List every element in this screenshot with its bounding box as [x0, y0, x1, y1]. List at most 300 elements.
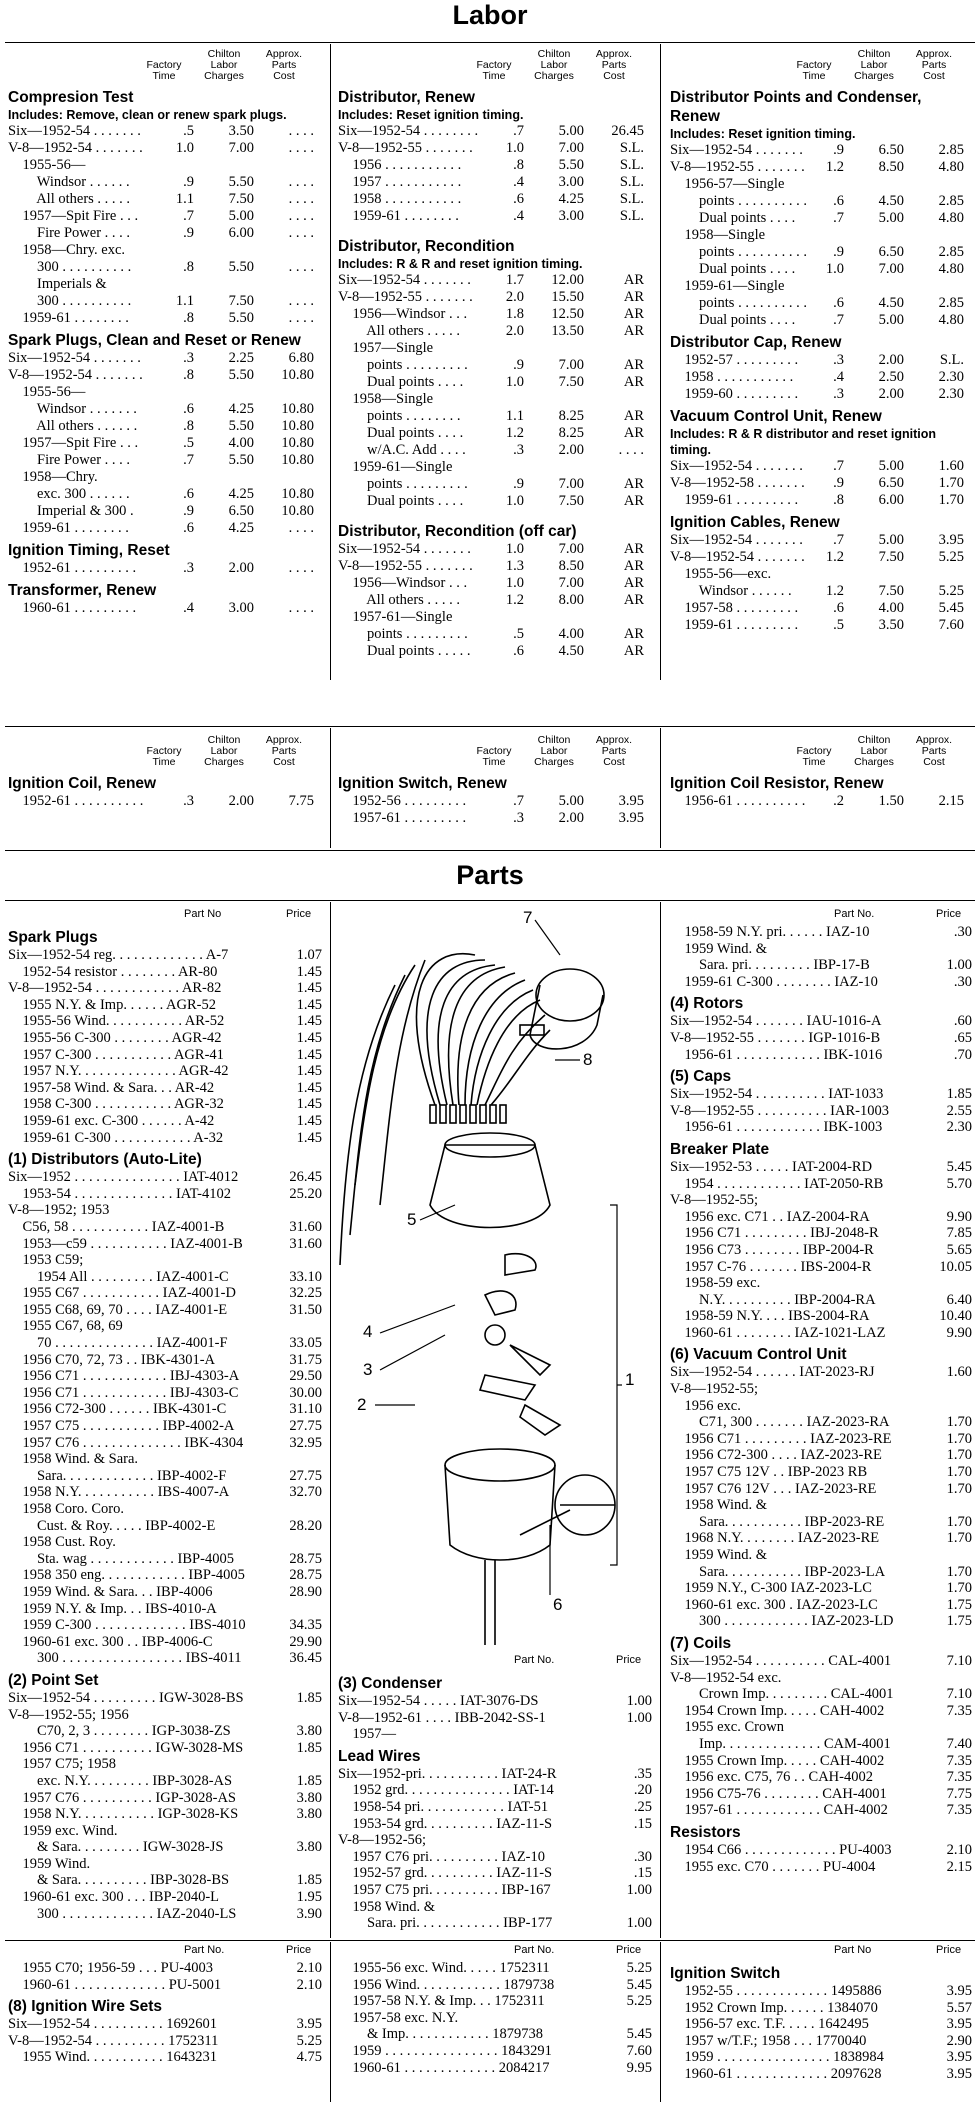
row-value-a: .6	[833, 600, 844, 616]
row-label: 300 . . . . . . . . . .	[8, 293, 132, 309]
parts-row	[338, 1882, 654, 1899]
part-label: 1956 Wind. . . . . . . . . . . . 1879738	[338, 1976, 555, 1993]
row-label: 1952-57 . . . . . . . . .	[670, 352, 799, 368]
section-heading: (2) Point Set	[8, 1671, 99, 1689]
row-value-c: 2.85	[938, 244, 964, 260]
row-value-b: 6.50	[878, 244, 904, 260]
row-value-b: 7.00	[558, 140, 584, 156]
parts-banner: Parts	[456, 860, 524, 890]
part-label: 1957 C76 . . . . . . . . . . IGP-3028-AS	[8, 1789, 236, 1806]
section-heading: Spark Plugs, Clean and Reset or Renew	[8, 332, 301, 349]
parts-row	[8, 1169, 324, 1186]
labor-row	[670, 566, 974, 583]
parts-row	[8, 1352, 324, 1369]
header-factory: Factory Time	[146, 745, 182, 768]
header-part-no: Part No.	[514, 1944, 555, 1956]
part-label: 1956 exc.	[670, 1397, 741, 1414]
row-value-c: AR	[623, 541, 644, 557]
parts-row	[8, 1285, 324, 1302]
part-price: .65	[953, 1029, 972, 1046]
divider	[660, 728, 661, 848]
part-label: 1958-59 N.Y. pri. . . . . . IAZ-10	[670, 924, 870, 940]
parts-row	[338, 1799, 654, 1816]
row-label: 1959-61 . . . . . . . . .	[670, 617, 799, 633]
row-value-b: 4.00	[228, 435, 254, 451]
header-approx: Approx. Parts Cost	[595, 48, 633, 82]
row-value-a: .3	[833, 352, 844, 368]
parts-row	[670, 1802, 974, 1819]
row-value-b: 4.50	[558, 643, 584, 659]
part-label: 1959-61 C-300 . . . . . . . . . . . A-32	[8, 1129, 224, 1146]
row-value-a: .3	[183, 350, 194, 366]
row-value-a: .9	[513, 476, 524, 492]
part-price: 3.95	[946, 2016, 972, 2033]
row-value-a: 1.1	[505, 408, 524, 424]
row-value-b: 5.00	[558, 123, 584, 139]
part-label: 1960-61 . . . . . . . . . . . . . PU-5001	[8, 1976, 222, 1993]
row-value-b: 5.00	[878, 532, 904, 548]
parts-row	[8, 1889, 324, 1906]
row-value-b: 4.25	[228, 520, 254, 536]
row-value-b: 8.00	[558, 592, 584, 608]
part-label: 1956 C72-300 . . . . IAZ-2023-RE	[670, 1447, 882, 1464]
row-value-c: 10.80	[281, 435, 314, 451]
part-price: 1.45	[296, 1112, 322, 1129]
parts-row	[670, 1292, 974, 1309]
labor-row	[8, 452, 324, 469]
row-label: Dual points . . . .	[338, 493, 464, 509]
labor-row	[338, 493, 654, 510]
labor-row	[670, 142, 974, 159]
part-label: 1958-54 pri. . . . . . . . . . . . IAT-51	[338, 1798, 549, 1815]
part-price: 1.60	[946, 1364, 972, 1381]
parts-row	[338, 1832, 654, 1849]
part-price: 3.80	[296, 1839, 322, 1856]
part-label: Sta. wag . . . . . . . . . . . . IBP-4005	[8, 1550, 234, 1567]
row-value-b: 5.50	[228, 310, 254, 326]
labor-row	[670, 369, 974, 386]
part-label: 1959 exc. Wind.	[8, 1822, 118, 1839]
parts-row	[8, 964, 324, 981]
part-label: 1957 C75; 1958	[8, 1756, 116, 1773]
row-value-c: AR	[623, 558, 644, 574]
labor-row	[8, 401, 324, 418]
diagram-label: 8	[583, 1050, 593, 1069]
labor-banner: Labor	[452, 0, 528, 30]
row-label: 1956-57—Single	[670, 176, 785, 192]
row-label: Fire Power . . . .	[8, 452, 131, 468]
row-label: 1952-56 . . . . . . . . .	[338, 793, 467, 809]
part-label: 300 . . . . . . . . . . . . . IAZ-2040-LS	[8, 1905, 237, 1922]
labor-row	[670, 352, 974, 369]
header-chilton: Chilton Labor Charges	[204, 48, 244, 82]
parts-row	[670, 1842, 974, 1859]
row-label: 1957—Single	[338, 340, 434, 356]
labor-row	[338, 374, 654, 391]
labor-row	[338, 609, 654, 626]
part-label: V-8—1952-54 . . . . . . . . . . 1752311	[8, 2032, 219, 2049]
column-header	[8, 44, 324, 84]
row-value-c: . . . .	[288, 560, 314, 576]
parts-row	[338, 1849, 654, 1866]
part-label: 1956 C71 . . . . . . . . . . . . IBJ-4303-C	[8, 1384, 239, 1401]
parts-row	[670, 1381, 974, 1398]
parts-row	[670, 1013, 974, 1030]
section-heading: (1) Distributors (Auto-Lite)	[8, 1151, 202, 1169]
parts-row	[338, 2060, 654, 2077]
part-price: 3.95	[296, 2016, 322, 2033]
part-price: 1.07	[296, 947, 322, 963]
parts-column-1	[8, 906, 324, 1922]
part-label: 1955 C70; 1956-59 . . . PU-4003	[8, 1960, 214, 1976]
row-value-b: 4.25	[228, 486, 254, 502]
part-label: 1960-61 . . . . . . . . . . . . . 2084217	[338, 2059, 550, 2076]
parts-row	[670, 1653, 974, 1670]
part-price: 1.45	[296, 1029, 322, 1046]
header-factory: Factory Time	[796, 745, 832, 768]
row-value-b: 4.00	[558, 626, 584, 642]
row-value-b: 8.50	[558, 558, 584, 574]
parts-row	[670, 1859, 974, 1876]
section-note: Includes: Reset ignition timing.	[338, 108, 524, 122]
row-value-c: 5.25	[938, 583, 964, 599]
part-price: .70	[953, 1046, 972, 1063]
parts-row	[670, 1259, 974, 1276]
row-value-a: 1.0	[175, 140, 194, 156]
parts-header	[8, 906, 324, 924]
row-label: Fire Power . . . .	[8, 225, 131, 241]
row-value-c: 10.80	[281, 452, 314, 468]
part-price: 2.15	[946, 1858, 972, 1875]
row-label: 1957—Spit Fire . . .	[8, 208, 139, 224]
labor-row	[338, 626, 654, 643]
part-price: 3.95	[946, 2065, 972, 2082]
row-value-c: 4.80	[938, 159, 964, 175]
row-label: exc. 300 . . . . . .	[8, 486, 130, 502]
part-price: 5.25	[626, 1993, 652, 2010]
part-label: 1958 350 eng. . . . . . . . . . . . IBP-4005	[8, 1567, 245, 1584]
row-value-a: .7	[833, 458, 844, 474]
labor-row	[8, 350, 324, 367]
parts-header	[338, 1652, 654, 1670]
part-price: 3.90	[296, 1905, 322, 1922]
parts-row	[670, 1613, 974, 1630]
row-value-b: 5.50	[228, 418, 254, 434]
labor-row	[670, 295, 974, 312]
row-label: points . . . . . . . . . .	[670, 193, 807, 209]
parts-row	[670, 1547, 974, 1564]
parts-row	[8, 1773, 324, 1790]
part-price: 31.75	[289, 1351, 322, 1368]
section-note: Includes: Remove, clean or renew spark plugs.	[8, 108, 287, 122]
part-label: 1959 Wind.	[8, 1855, 91, 1872]
row-value-b: 7.50	[878, 549, 904, 565]
part-label: N.Y. . . . . . . . . . IBP-2004-RA	[670, 1291, 876, 1308]
parts-row	[670, 1398, 974, 1415]
part-price: .25	[633, 1798, 652, 1815]
row-value-b: 8.25	[558, 425, 584, 441]
parts-row	[8, 1236, 324, 1253]
parts-row	[8, 997, 324, 1014]
parts-row	[8, 1806, 324, 1823]
labor-row	[338, 643, 654, 660]
row-value-b: 7.00	[878, 261, 904, 277]
parts-row	[670, 924, 974, 941]
row-value-c: 3.95	[938, 532, 964, 548]
labor-row	[8, 174, 324, 191]
parts-row	[8, 1551, 324, 1568]
parts-row	[338, 2043, 654, 2060]
labor-row	[670, 312, 974, 329]
labor-row	[338, 289, 654, 306]
row-value-c: S.L.	[619, 174, 644, 190]
row-value-a: .7	[183, 452, 194, 468]
column-header	[670, 730, 974, 770]
part-label: Imp. . . . . . . . . . . . . . CAM-4001	[670, 1735, 891, 1752]
part-price: 1.70	[946, 1530, 972, 1547]
parts-row	[338, 1993, 654, 2010]
labor-row	[8, 793, 324, 810]
row-label: V-8—1952-55 . . . . . . .	[338, 140, 473, 156]
part-price: 5.57	[946, 1999, 972, 2016]
part-label: & Sara. . . . . . . . . . IBP-3028-BS	[8, 1872, 230, 1889]
part-price: 2.10	[296, 1960, 322, 1976]
row-value-c: . . . .	[618, 442, 644, 458]
header-price: Price	[616, 1654, 642, 1666]
part-price: 3.95	[946, 2049, 972, 2066]
parts-row	[8, 1030, 324, 1047]
row-value-c: AR	[623, 476, 644, 492]
parts-row	[670, 1447, 974, 1464]
part-price: 1.70	[946, 1563, 972, 1580]
parts-row	[670, 1736, 974, 1753]
section-heading: Distributor, Recondition	[338, 238, 515, 255]
row-value-c: . . . .	[288, 520, 314, 536]
part-label: C71, 300 . . . . . . . IAZ-2023-RA	[670, 1414, 890, 1431]
row-value-a: .2	[833, 793, 844, 809]
parts-row	[670, 941, 974, 958]
row-label: 1957—Spit Fire . . .	[8, 435, 139, 451]
part-label: 1958 C-300 . . . . . . . . . . . AGR-32	[8, 1096, 224, 1113]
labor-row	[8, 367, 324, 384]
parts-row	[338, 1693, 654, 1710]
row-label: points . . . . . . . . .	[338, 626, 468, 642]
part-label: 1954 Crown Imp. . . . . CAH-4002	[670, 1702, 885, 1719]
part-label: Six—1952 . . . . . . . . . . . . . . . IAT-4012	[8, 1169, 239, 1186]
part-price: 3.80	[296, 1806, 322, 1823]
parts-row	[338, 1816, 654, 1833]
part-label: 1958 Coro. Coro.	[8, 1501, 124, 1517]
section-heading: Ignition Switch, Renew	[338, 775, 507, 792]
row-label: Dual points . . . .	[670, 210, 796, 226]
divider	[330, 728, 331, 848]
diagram-label: 3	[363, 1360, 373, 1379]
row-label: Windsor . . . . . . .	[8, 401, 137, 417]
part-price: 5.45	[946, 1158, 972, 1175]
parts-row	[338, 1726, 654, 1743]
row-value-c: 10.80	[281, 503, 314, 519]
parts-row	[8, 2049, 324, 2066]
part-label: V-8—1952-55; 1956	[8, 1706, 129, 1723]
diagram-label: 7	[523, 908, 533, 927]
part-label: 70 . . . . . . . . . . . . . . IAZ-4001-F	[8, 1335, 228, 1352]
row-value-b: 5.00	[878, 312, 904, 328]
part-price: 1.45	[296, 963, 322, 980]
parts-row	[8, 1113, 324, 1130]
part-label: 1960-61 exc. 300 . . . IBP-2040-L	[8, 1889, 220, 1906]
divider	[330, 902, 331, 1938]
part-label: 1956 C70, 72, 73 . . IBK-4301-A	[8, 1351, 216, 1368]
part-label: V-8—1952-54 . . . . . . . . . . . . AR-82	[8, 980, 222, 997]
row-value-b: 7.50	[228, 293, 254, 309]
part-price: 25.20	[289, 1185, 322, 1202]
parts-row	[670, 2000, 974, 2017]
labor-row	[670, 227, 974, 244]
row-value-b: 2.00	[878, 352, 904, 368]
row-value-b: 7.50	[558, 493, 584, 509]
parts-row	[670, 2016, 974, 2033]
spacer	[338, 510, 654, 518]
labor-row	[670, 386, 974, 403]
part-price: 1.00	[626, 1693, 652, 1709]
part-label: 1955 exc. Crown	[670, 1719, 784, 1736]
parts-row	[670, 1597, 974, 1614]
row-value-c: AR	[623, 493, 644, 509]
header-factory: Factory Time	[476, 59, 512, 82]
parts-row	[8, 980, 324, 997]
labor-mid-column-3	[670, 730, 974, 810]
section-heading: Transformer, Renew	[8, 582, 157, 599]
header-part-no: Part No.	[834, 908, 875, 920]
labor-row	[338, 476, 654, 493]
labor-row	[670, 600, 974, 617]
parts-bottom-rule	[5, 1940, 975, 1941]
row-value-b: 5.50	[558, 157, 584, 173]
parts-header	[338, 1942, 654, 1960]
row-label: points . . . . . . . .	[338, 408, 461, 424]
part-price: 1.70	[946, 1414, 972, 1431]
parts-row	[8, 1302, 324, 1319]
row-value-b: 5.00	[878, 210, 904, 226]
row-label: points . . . . . . . . .	[338, 357, 468, 373]
parts-row	[670, 1983, 974, 2000]
part-price: 4.75	[296, 2049, 322, 2066]
section-heading: (7) Coils	[670, 1634, 732, 1652]
part-price: 7.10	[946, 1686, 972, 1703]
row-label: 1958—Single	[338, 391, 434, 407]
row-value-b: 2.00	[878, 386, 904, 402]
row-value-a: .4	[513, 208, 524, 224]
row-label: points . . . . . . . . . .	[670, 244, 807, 260]
row-label: 1955-56—exc.	[670, 566, 772, 582]
parts-row	[8, 1584, 324, 1601]
parts-row	[8, 1707, 324, 1724]
part-price: 1.85	[296, 1689, 322, 1706]
row-label: 1958 . . . . . . . . . . .	[670, 369, 794, 385]
part-price: 1.85	[946, 1086, 972, 1103]
parts-row	[670, 1176, 974, 1193]
part-price: 31.60	[289, 1235, 322, 1252]
parts-row	[670, 1275, 974, 1292]
row-value-a: 1.7	[505, 272, 524, 288]
part-label: 1958 Wind. &	[338, 1898, 436, 1915]
row-label: 1957-58 . . . . . . . . .	[670, 600, 799, 616]
row-value-a: .6	[513, 191, 524, 207]
parts-row	[670, 2033, 974, 2050]
row-label: 1956 . . . . . . . . . . .	[338, 157, 462, 173]
part-label: 1957-61 . . . . . . . . . . . . CAH-4002	[670, 1802, 888, 1819]
row-value-b: 5.00	[558, 793, 584, 809]
labor-row	[338, 306, 654, 323]
labor-row	[8, 486, 324, 503]
part-label: 1957 C76 pri. . . . . . . . . . IAZ-10	[338, 1848, 546, 1865]
parts-row	[8, 1823, 324, 1840]
row-value-a: .7	[183, 208, 194, 224]
part-price: 7.35	[946, 1769, 972, 1786]
row-value-c: . . . .	[288, 208, 314, 224]
row-value-a: .9	[833, 475, 844, 491]
labor-column-1	[8, 44, 324, 617]
part-label: 1958 Wind. & Sara.	[8, 1451, 139, 1468]
row-value-c: . . . .	[288, 140, 314, 156]
row-value-a: .3	[183, 793, 194, 809]
section-heading: Ignition Cables, Renew	[670, 514, 840, 531]
row-value-a: 1.2	[505, 592, 524, 608]
row-value-c: 4.80	[938, 210, 964, 226]
row-value-b: 4.50	[878, 295, 904, 311]
parts-row	[670, 1753, 974, 1770]
part-label: 1956 C71 . . . . . . . . . . . . IBJ-4303-A	[8, 1368, 240, 1385]
row-label: Six—1952-54 . . . . . . .	[670, 458, 803, 474]
row-value-b: 6.50	[878, 142, 904, 158]
labor-row	[670, 793, 974, 810]
part-label: 1959 . . . . . . . . . . . . . . . . 1838984	[670, 2049, 884, 2066]
section-heading: Spark Plugs	[8, 929, 98, 946]
parts-row	[8, 1960, 324, 1977]
row-label: V-8—1952-55 . . . . . . .	[338, 289, 473, 305]
part-price: .15	[633, 1865, 652, 1882]
part-label: 1957-58 N.Y. & Imp. . . 1752311	[338, 1993, 545, 2010]
labor-row	[338, 340, 654, 357]
part-price: 1.70	[946, 1464, 972, 1481]
part-label: 1956 C73 . . . . . . . . IBP-2004-R	[670, 1241, 874, 1258]
parts-row	[8, 1650, 324, 1667]
part-label: 1956-61 . . . . . . . . . . . . IBK-1003	[670, 1119, 883, 1136]
row-value-c: AR	[623, 643, 644, 659]
parts-row	[8, 1418, 324, 1435]
part-label: 300 . . . . . . . . . . . . IAZ-2023-LD	[670, 1613, 894, 1630]
row-label: 1957 . . . . . . . . . . .	[338, 174, 462, 190]
labor-row	[338, 191, 654, 208]
labor-row	[338, 157, 654, 174]
part-price: .15	[633, 1815, 652, 1832]
parts-row	[670, 957, 974, 974]
row-value-b: 6.00	[878, 492, 904, 508]
row-value-a: 1.0	[825, 261, 844, 277]
part-price: 28.20	[289, 1517, 322, 1534]
header-approx: Approx. Parts Cost	[265, 48, 303, 82]
part-price: 1.00	[626, 1881, 652, 1898]
parts-row	[338, 1865, 654, 1882]
row-label: 1958 . . . . . . . . . . .	[338, 191, 462, 207]
part-label: 1955 C68, 69, 70 . . . . IAZ-4001-E	[8, 1301, 228, 1318]
part-price: 1.85	[296, 1772, 322, 1789]
labor-row	[670, 458, 974, 475]
section-heading: (4) Rotors	[670, 995, 744, 1013]
part-label: 1955 exc. C70 . . . . . . . PU-4004	[670, 1858, 876, 1875]
labor-row	[8, 520, 324, 537]
row-value-a: .5	[833, 617, 844, 633]
